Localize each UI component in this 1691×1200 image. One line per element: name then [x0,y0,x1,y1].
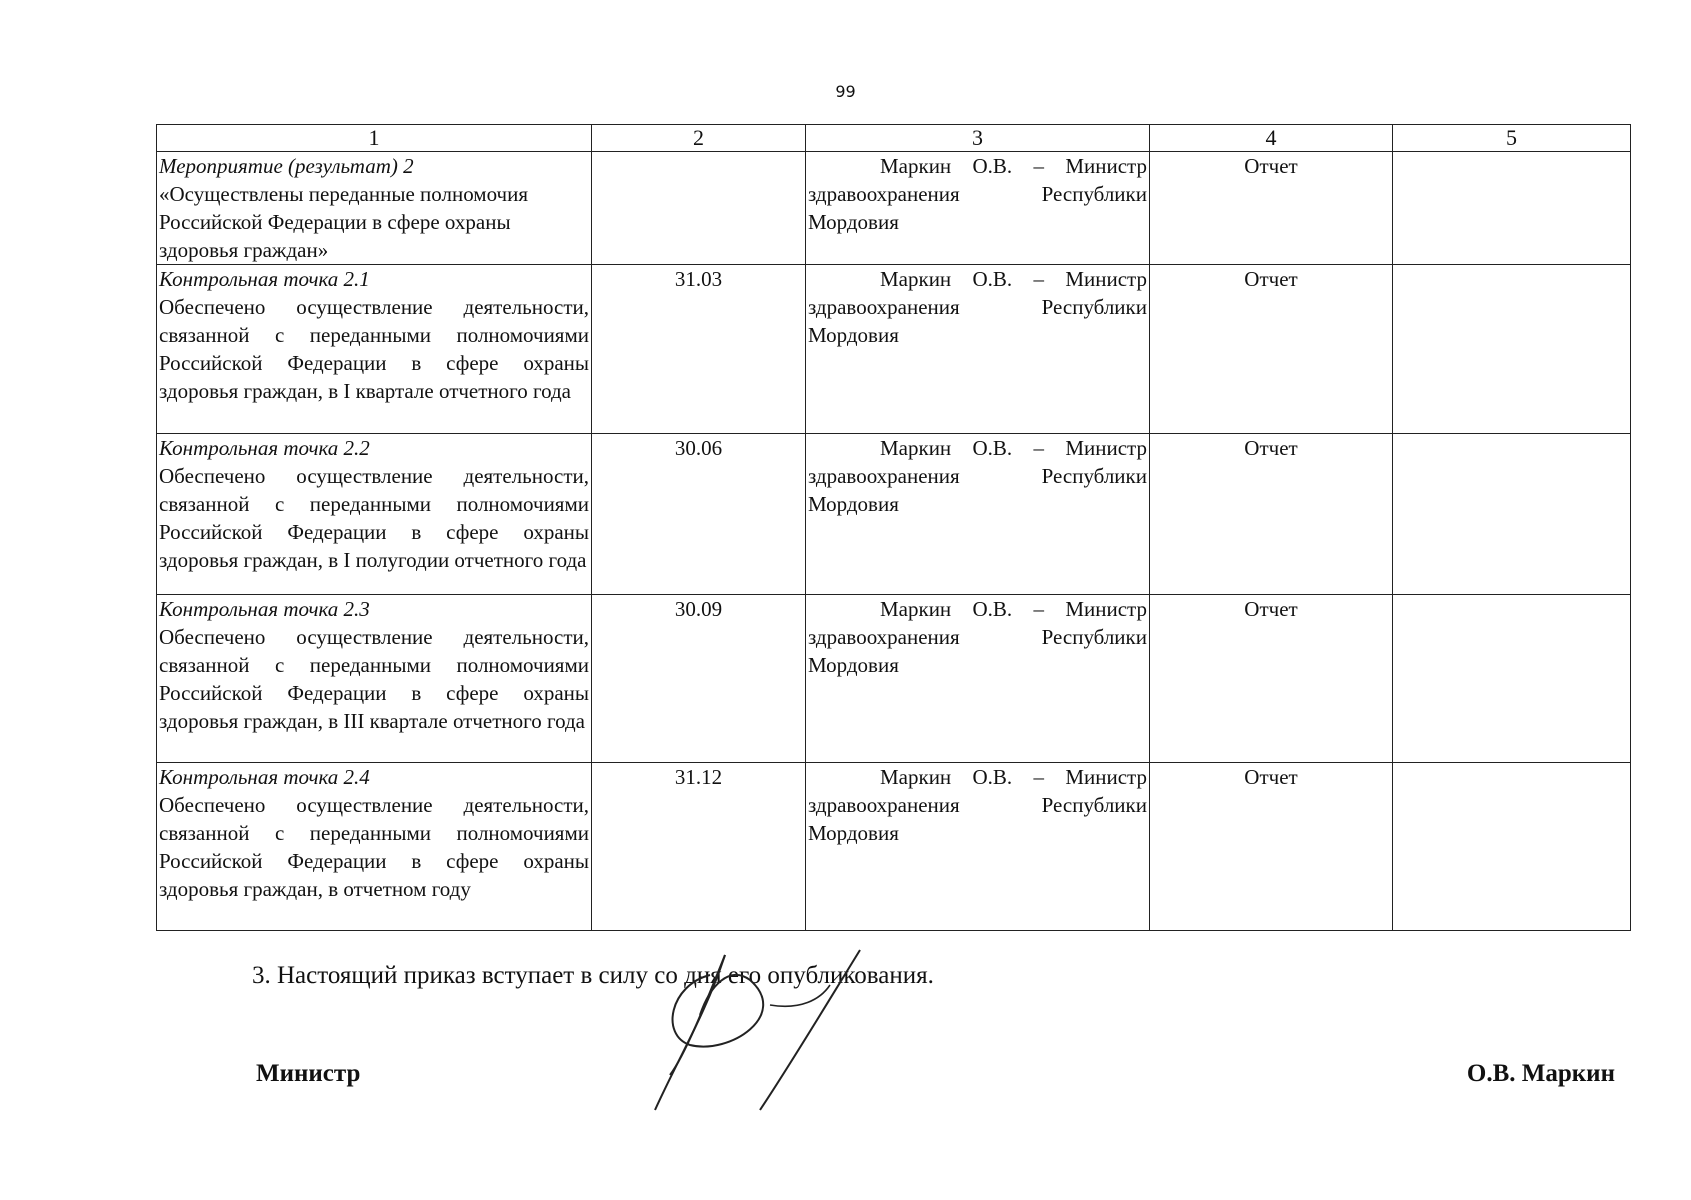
column-header: 1 [157,125,592,152]
note-cell [1393,265,1631,434]
responsible-cell [806,265,1150,434]
event-title: Мероприятие (результат) 2 [159,154,414,178]
document-cell: Отчет [1150,265,1393,434]
event-description: Обеспечено осуществление деятельности, связанной с переданными полномочиями Российской Федерации в сфере охраны здоровья граждан, в отчетном году [159,793,589,901]
column-header: 3 [806,125,1150,152]
note-cell [1393,434,1631,595]
date-cell: 31.12 [592,763,806,931]
responsible-cell [806,595,1150,763]
responsible-text: Маркин О.В. – Министр здравоохранения Республики Мордовия [808,436,1147,516]
responsible-text: Маркин О.В. – Министр здравоохранения Республики Мордовия [808,765,1147,845]
document-cell: Отчет [1150,152,1393,265]
handwritten-signature [650,945,880,1115]
note-cell [1393,152,1631,265]
event-title: Контрольная точка 2.4 [159,765,370,789]
column-header: 2 [592,125,806,152]
document-cell: Отчет [1150,595,1393,763]
event-title: Контрольная точка 2.2 [159,436,370,460]
responsible-text: Маркин О.В. – Министр здравоохранения Республики Мордовия [808,154,1147,234]
event-cell [157,595,592,763]
date-cell: 30.06 [592,434,806,595]
responsible-cell [806,434,1150,595]
event-cell [157,763,592,931]
column-header: 5 [1393,125,1631,152]
page-number: 99 [835,82,856,101]
event-cell [157,265,592,434]
table-header-row [157,125,1631,152]
event-title: Контрольная точка 2.1 [159,267,370,291]
document-cell: Отчет [1150,434,1393,595]
event-description: «Осуществлены переданные полномочия Российской Федерации в сфере охраны здоровья граждан» [159,182,529,262]
event-description: Обеспечено осуществление деятельности, связанной с переданными полномочиями Российской Федерации в сфере охраны здоровья граждан, в I квартале отчетного года [159,295,589,403]
table-row [157,595,1631,763]
responsible-cell [806,763,1150,931]
document-cell: Отчет [1150,763,1393,931]
note-cell [1393,595,1631,763]
events-table [156,124,1631,931]
event-description: Обеспечено осуществление деятельности, связанной с переданными полномочиями Российской Федерации в сфере охраны здоровья граждан, в I полугодии отчетного года [159,464,589,572]
signatory-name: О.В. Маркин [1466,1060,1615,1087]
responsible-text: Маркин О.В. – Министр здравоохранения Республики Мордовия [808,597,1147,677]
table-row [157,152,1631,265]
signatory-position: Министр [256,1060,361,1087]
responsible-cell [806,152,1150,265]
event-cell [157,152,592,265]
event-description: Обеспечено осуществление деятельности, связанной с переданными полномочиями Российской Федерации в сфере охраны здоровья граждан, в III квартале отчетного года [159,625,589,733]
date-cell [592,152,806,265]
column-header: 4 [1150,125,1393,152]
closing-paragraph: 3. Настоящий приказ вступает в силу со дня его опубликования. [252,962,934,989]
table-row [157,434,1631,595]
table-row [157,763,1631,931]
date-cell: 30.09 [592,595,806,763]
note-cell [1393,763,1631,931]
responsible-text: Маркин О.В. – Министр здравоохранения Республики Мордовия [808,267,1147,347]
date-cell: 31.03 [592,265,806,434]
table-row [157,265,1631,434]
event-cell [157,434,592,595]
event-title: Контрольная точка 2.3 [159,597,370,621]
